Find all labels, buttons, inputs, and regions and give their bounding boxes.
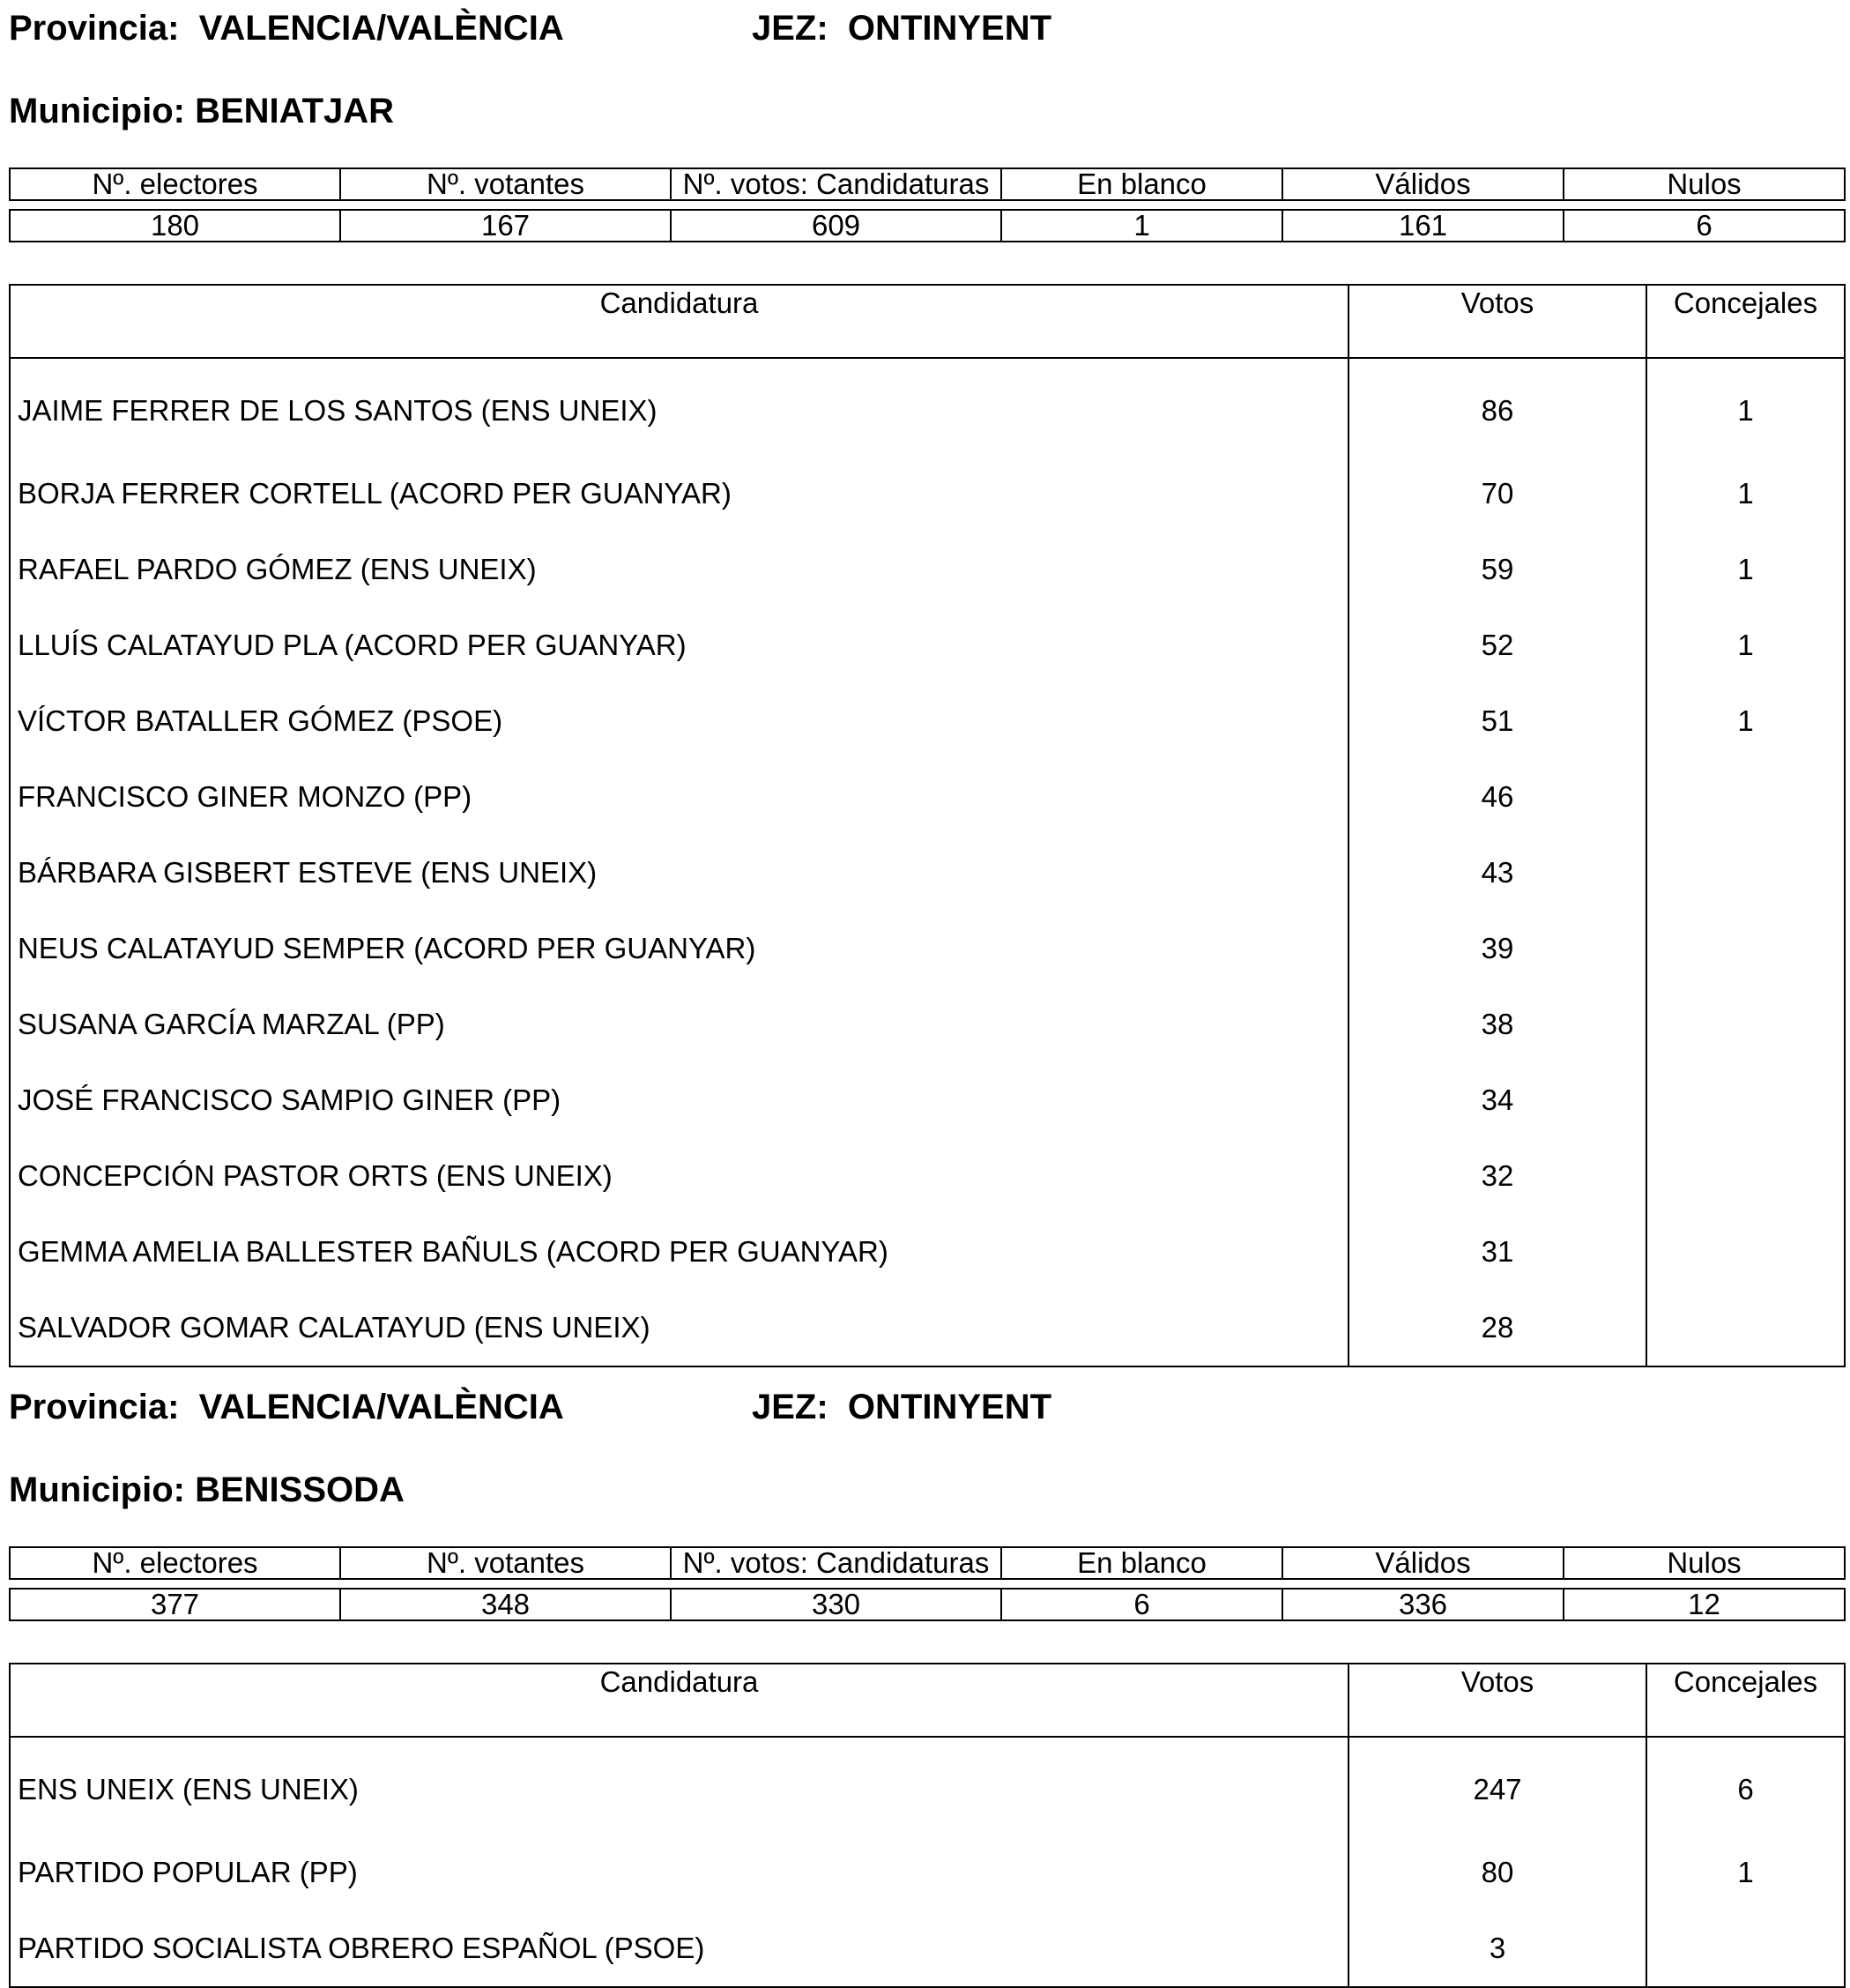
votos-cell: 46 [1348,759,1646,835]
results-header: Concejales [1646,285,1845,358]
results-header: Votos [1348,1664,1646,1737]
candidatura-cell: JOSÉ FRANCISCO SAMPIO GINER (PP) [10,1062,1348,1138]
votos-cell: 247 [1348,1737,1646,1835]
votos-cell: 39 [1348,911,1646,987]
summary-value: 1 [1001,210,1282,242]
summary-value-row [10,210,1845,242]
summary-header: Nº. votos: Candidaturas [671,168,1001,200]
table-row [10,1290,1845,1366]
candidatura-cell: BÁRBARA GISBERT ESTEVE (ENS UNEIX) [10,835,1348,911]
summary-header: Nulos [1564,1547,1845,1579]
results-header-row [10,1664,1845,1737]
candidatura-cell: GEMMA AMELIA BALLESTER BAÑULS (ACORD PER GUANYAR) [10,1214,1348,1290]
concejales-cell: 1 [1646,456,1845,532]
table-row [10,607,1845,683]
summary-header: Válidos [1282,1547,1564,1579]
votos-cell: 80 [1348,1835,1646,1910]
candidatura-cell: BORJA FERRER CORTELL (ACORD PER GUANYAR) [10,456,1348,532]
concejales-cell [1646,1062,1845,1138]
summary-value-row [10,1589,1845,1620]
table-row [10,683,1845,759]
summary-header: Válidos [1282,168,1564,200]
table-row [10,987,1845,1062]
candidatura-cell: JAIME FERRER DE LOS SANTOS (ENS UNEIX) [10,358,1348,456]
provincia-value: VALENCIA/VALÈNCIA [198,9,564,48]
results-header: Candidatura [10,285,1348,358]
table-row [10,835,1845,911]
municipio-value: BENISSODA [195,1471,405,1509]
summary-value: 161 [1282,210,1564,242]
votos-cell: 34 [1348,1062,1646,1138]
summary-header: Nº. votantes [340,1547,671,1579]
table-row [10,911,1845,987]
table-row [10,1138,1845,1214]
provincia-heading [9,1386,564,1428]
table-row [10,358,1845,456]
results-header: Candidatura [10,1664,1348,1737]
summary-gap [10,1579,1845,1589]
summary-value: 609 [671,210,1001,242]
results-table [9,1663,1846,1988]
votos-cell: 38 [1348,987,1646,1062]
provincia-value: VALENCIA/VALÈNCIA [198,1388,564,1426]
votos-cell: 3 [1348,1910,1646,1987]
summary-header: Nulos [1564,168,1845,200]
jez-value: ONTINYENT [847,9,1052,48]
summary-value: 336 [1282,1589,1564,1620]
municipio-label: Municipio: [9,1471,185,1509]
summary-header: En blanco [1001,168,1282,200]
table-row [10,1214,1845,1290]
concejales-cell: 6 [1646,1737,1845,1835]
votos-cell: 86 [1348,358,1646,456]
candidatura-cell: PARTIDO SOCIALISTA OBRERO ESPAÑOL (PSOE) [10,1910,1348,1987]
table-row [10,456,1845,532]
table-row [10,759,1845,835]
summary-header: Nº. votos: Candidaturas [671,1547,1001,1579]
votos-cell: 31 [1348,1214,1646,1290]
concejales-cell: 1 [1646,358,1845,456]
municipio-label: Municipio: [9,92,185,130]
candidatura-cell: ENS UNEIX (ENS UNEIX) [10,1737,1348,1835]
candidatura-cell: VÍCTOR BATALLER GÓMEZ (PSOE) [10,683,1348,759]
summary-gap [10,200,1845,210]
results-header-row [10,285,1845,358]
concejales-cell [1646,911,1845,987]
municipio-value: BENIATJAR [195,92,395,130]
summary-header: Nº. electores [10,168,340,200]
summary-value: 167 [340,210,671,242]
candidatura-cell: LLUÍS CALATAYUD PLA (ACORD PER GUANYAR) [10,607,1348,683]
summary-header: Nº. electores [10,1547,340,1579]
concejales-cell [1646,1138,1845,1214]
summary-table [9,168,1846,242]
provincia-heading [9,7,564,49]
summary-value: 6 [1564,210,1845,242]
votos-cell: 43 [1348,835,1646,911]
summary-value: 348 [340,1589,671,1620]
table-row [10,1062,1845,1138]
candidatura-cell: CONCEPCIÓN PASTOR ORTS (ENS UNEIX) [10,1138,1348,1214]
votos-cell: 32 [1348,1138,1646,1214]
votos-cell: 59 [1348,532,1646,607]
concejales-cell [1646,1290,1845,1366]
table-row [10,1835,1845,1910]
concejales-cell: 1 [1646,532,1845,607]
concejales-cell [1646,759,1845,835]
jez-value: ONTINYENT [847,1388,1052,1426]
candidatura-cell: NEUS CALATAYUD SEMPER (ACORD PER GUANYAR) [10,911,1348,987]
concejales-cell [1646,1910,1845,1987]
concejales-cell: 1 [1646,1835,1845,1910]
jez-heading [752,7,1051,49]
votos-cell: 28 [1348,1290,1646,1366]
summary-table [9,1546,1846,1621]
candidatura-cell: RAFAEL PARDO GÓMEZ (ENS UNEIX) [10,532,1348,607]
jez-label: JEZ: [752,1388,828,1426]
candidatura-cell: SUSANA GARCÍA MARZAL (PP) [10,987,1348,1062]
summary-value: 330 [671,1589,1001,1620]
concejales-cell [1646,835,1845,911]
summary-header: En blanco [1001,1547,1282,1579]
table-row [10,1910,1845,1987]
table-row [10,1737,1845,1835]
provincia-label: Provincia: [9,9,180,48]
summary-value: 12 [1564,1589,1845,1620]
municipio-heading [9,90,394,132]
summary-value: 180 [10,210,340,242]
jez-label: JEZ: [752,9,828,48]
concejales-cell: 1 [1646,683,1845,759]
concejales-cell [1646,987,1845,1062]
results-header: Votos [1348,285,1646,358]
concejales-cell: 1 [1646,607,1845,683]
concejales-cell [1646,1214,1845,1290]
candidatura-cell: SALVADOR GOMAR CALATAYUD (ENS UNEIX) [10,1290,1348,1366]
candidatura-cell: FRANCISCO GINER MONZO (PP) [10,759,1348,835]
jez-heading [752,1386,1051,1428]
results-table [9,284,1846,1367]
summary-header-row [10,168,1845,200]
votos-cell: 51 [1348,683,1646,759]
votos-cell: 52 [1348,607,1646,683]
results-header: Concejales [1646,1664,1845,1737]
municipio-heading [9,1469,405,1511]
table-row [10,532,1845,607]
candidatura-cell: PARTIDO POPULAR (PP) [10,1835,1348,1910]
summary-value: 377 [10,1589,340,1620]
summary-header: Nº. votantes [340,168,671,200]
summary-value: 6 [1001,1589,1282,1620]
summary-header-row [10,1547,1845,1579]
votos-cell: 70 [1348,456,1646,532]
provincia-label: Provincia: [9,1388,180,1426]
